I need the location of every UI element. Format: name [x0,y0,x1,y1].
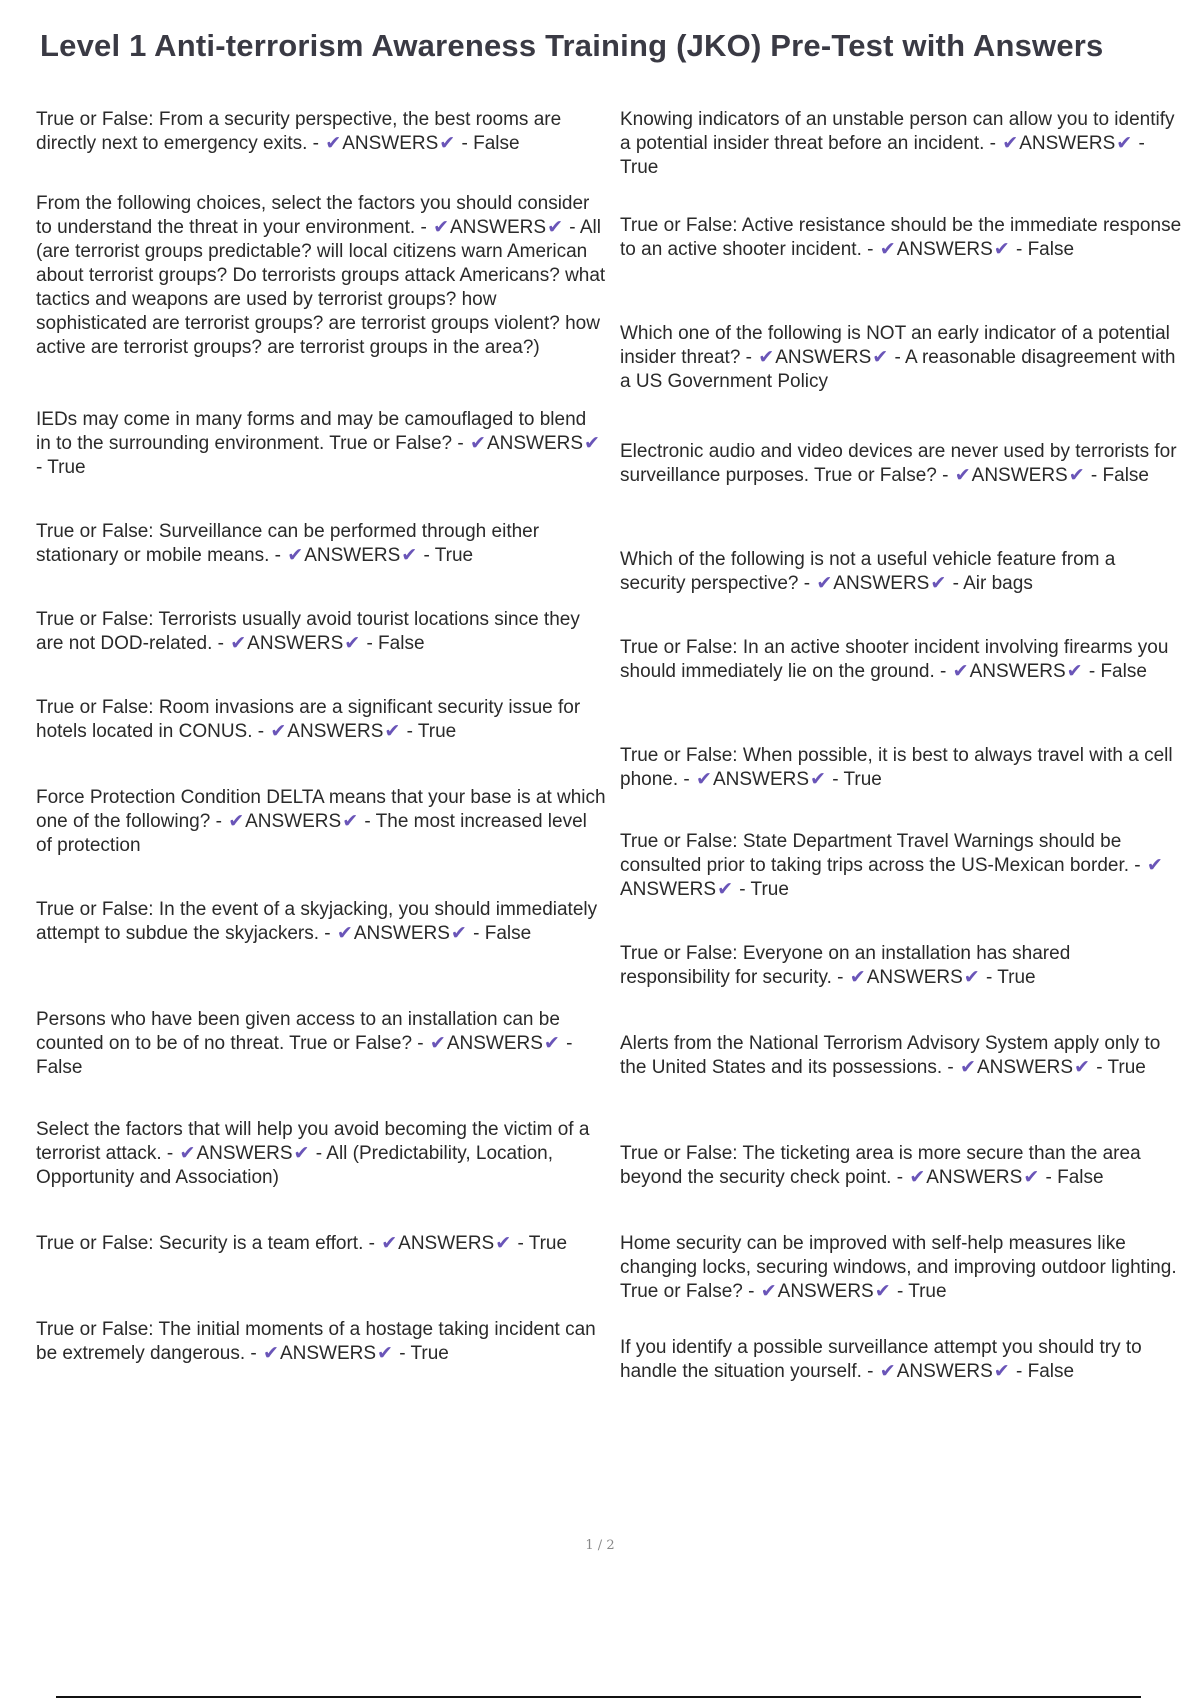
question-text: True or False: The ticketing area is more secure than the area beyond the security check point. - [620,1143,1141,1188]
check-icon: ✔ [470,433,486,454]
answers-label: ANSWERS [777,1281,874,1302]
answer-text: - False [1090,465,1149,486]
answer-text: - False [461,133,520,154]
answer-text: - False [1088,661,1147,682]
question-text: True or False: From a security perspective, the best rooms are directly next to emergency exits. - [36,109,562,154]
question-text: Select the factors that will help you avoid becoming the victim of a terrorist attack. - [36,1119,590,1164]
check-icon: ✔ [760,1281,777,1302]
check-icon: ✔ [1116,133,1133,154]
check-icon: ✔ [495,1233,512,1254]
qa-item [36,898,606,946]
check-icon: ✔ [930,573,947,594]
check-icon: ✔ [384,721,401,742]
question-text: Which of the following is not a useful vehicle feature from a security perspective? - [620,549,1116,594]
check-icon: ✔ [336,923,353,944]
check-icon: ✔ [543,1033,560,1054]
check-icon: ✔ [696,769,712,790]
question-text: IEDs may come in many forms and may be camouflaged to blend in to the surrounding environment. True or False? - [36,409,587,454]
question-text: Alerts from the National Terrorism Advisory System apply only to the United States and its possessions. - [620,1033,1161,1078]
answer-text: - True [832,769,882,790]
question-text: True or False: Terrorists usually avoid tourist locations since they are not DOD-related. - [36,609,580,654]
answers-label: ANSWERS [971,465,1068,486]
check-icon: ✔ [960,1057,976,1078]
qa-item [36,520,606,568]
check-icon: ✔ [954,465,971,486]
answer-text: - All (Predictability, Location, Opportunity and Association) [36,1143,553,1188]
check-icon: ✔ [909,1167,926,1188]
answer-text: - False [473,923,532,944]
answers-label: ANSWERS [969,661,1066,682]
qa-item [620,1142,1185,1190]
check-icon: ✔ [1074,1057,1090,1078]
check-icon: ✔ [1146,855,1163,876]
qa-item [36,1008,606,1080]
check-icon: ✔ [325,133,342,154]
qa-item [36,1318,606,1366]
answer-text: - True [36,457,86,478]
question-text: From the following choices, select the factors you should consider to understand the threat in your environment. - [36,193,590,238]
qa-item [620,1336,1185,1384]
check-icon: ✔ [810,769,826,790]
answer-text: - True [1096,1057,1146,1078]
question-text: Electronic audio and video devices are never used by terrorists for surveillance purposes. True or False? - [620,441,1177,486]
check-icon: ✔ [263,1343,279,1364]
check-icon: ✔ [401,545,418,566]
qa-item [620,1032,1185,1080]
check-icon: ✔ [874,1281,891,1302]
check-icon: ✔ [717,879,733,900]
check-icon: ✔ [1002,133,1019,154]
check-icon: ✔ [963,967,980,988]
qa-item [620,322,1185,394]
check-icon: ✔ [1066,661,1083,682]
question-text: True or False: State Department Travel Warnings should be consulted prior to taking trips across the US-Mexican border. - [620,831,1141,876]
qa-item [620,440,1185,488]
check-icon: ✔ [879,1361,896,1382]
qa-item [620,830,1185,902]
check-icon: ✔ [879,239,896,260]
qa-item [620,214,1185,262]
answers-label: ANSWERS [1019,133,1116,154]
answer-text: - True [399,1343,449,1364]
question-text: Force Protection Condition DELTA means that your base is at which one of the following? - [36,787,606,832]
qa-item [36,696,606,744]
qa-item [620,744,1185,792]
answers-label: ANSWERS [926,1167,1023,1188]
question-text: Knowing indicators of an unstable person can allow you to identify a potential insider threat before an incident. - [620,109,1175,154]
check-icon: ✔ [344,633,361,654]
answer-text: - True [406,721,457,742]
footer-divider [56,1696,1141,1698]
answers-label: ANSWERS [245,811,342,832]
check-icon: ✔ [547,217,563,238]
answers-label: ANSWERS [976,1057,1074,1078]
question-text: Home security can be improved with self-help measures like changing locks, securing windows, and improving outdoor lighting. True or False? - [620,1233,1177,1302]
question-text: True or False: Room invasions are a significant security issue for hotels located in CONUS. - [36,697,581,742]
answer-text: - Air bags [952,573,1033,594]
check-icon: ✔ [872,347,889,368]
answer-text: - All (are terrorist groups predictable? will local citizens warn American about terrorist groups? Do terrorists groups attack Americans? what tactics and weapons are used by terrorist groups? how sophisticated are terrorist groups? are terrorist groups violent? how active are terrorist groups? are terrorist groups in the area?) [36,217,606,358]
qa-item [36,786,606,858]
check-icon: ✔ [429,1033,446,1054]
check-icon: ✔ [287,545,304,566]
answers-label: ANSWERS [304,545,401,566]
check-icon: ✔ [1023,1167,1040,1188]
answers-label: ANSWERS [833,573,930,594]
qa-item [36,108,606,156]
question-text: True or False: Security is a team effort. - [36,1233,375,1254]
answers-label: ANSWERS [449,217,547,238]
question-text: True or False: In an active shooter incident involving firearms you should immediately lie on the ground. - [620,637,1169,682]
check-icon: ✔ [228,811,245,832]
answers-label: ANSWERS [353,923,450,944]
question-text: Persons who have been given access to an installation can be counted on to be of no threat. True or False? - [36,1009,560,1054]
check-icon: ✔ [270,721,287,742]
check-icon: ✔ [584,433,600,454]
document-title: Level 1 Anti-terrorism Awareness Training (JKO) Pre-Test with Answers [40,28,1104,63]
answer-text: - The most increased level of protection [36,811,587,856]
qa-item [620,548,1185,596]
qa-item [620,1232,1185,1304]
check-icon: ✔ [433,217,449,238]
question-text: True or False: Active resistance should be the immediate response to an active shooter incident. - [620,215,1182,260]
check-icon: ✔ [377,1343,393,1364]
answer-text: - True [896,1281,947,1302]
qa-item [36,1118,606,1190]
answers-label: ANSWERS [775,347,872,368]
qa-item [620,636,1185,684]
answer-text: - False [1015,239,1075,260]
qa-item [36,192,606,360]
question-text: True or False: The initial moments of a hostage taking incident can be extremely dangerous. - [36,1319,596,1364]
check-icon: ✔ [952,661,969,682]
question-text: True or False: Surveillance can be performed through either stationary or mobile means. - [36,521,540,566]
answer-text: - True [739,879,789,900]
answers-label: ANSWERS [342,133,439,154]
answer-text: - True [620,133,1145,178]
answers-label: ANSWERS [620,879,717,900]
check-icon: ✔ [849,967,866,988]
check-icon: ✔ [179,1143,196,1164]
question-text: True or False: Everyone on an installation has shared responsibility for security. - [620,943,1071,988]
answers-label: ANSWERS [486,433,584,454]
answer-text: - False [1015,1361,1075,1382]
qa-item [36,1232,606,1256]
answer-text: - True [423,545,474,566]
answers-label: ANSWERS [196,1143,293,1164]
qa-item [620,108,1185,180]
check-icon: ✔ [993,239,1010,260]
check-icon: ✔ [993,1361,1010,1382]
answer-text: - True [517,1233,568,1254]
check-icon: ✔ [450,923,467,944]
check-icon: ✔ [381,1233,398,1254]
answers-label: ANSWERS [712,769,810,790]
qa-item [36,408,606,480]
answer-text: - False [366,633,425,654]
check-icon: ✔ [293,1143,310,1164]
question-text: If you identify a possible surveillance attempt you should try to handle the situation yourself. - [620,1337,1142,1382]
check-icon: ✔ [342,811,359,832]
answers-label: ANSWERS [398,1233,495,1254]
answers-label: ANSWERS [287,721,384,742]
answer-text: - True [985,967,1036,988]
check-icon: ✔ [439,133,456,154]
question-text: True or False: When possible, it is best to always travel with a cell phone. - [620,745,1173,790]
check-icon: ✔ [1068,465,1085,486]
answers-label: ANSWERS [279,1343,377,1364]
answers-label: ANSWERS [896,1361,993,1382]
qa-item [620,942,1185,990]
question-text: Which one of the following is NOT an early indicator of a potential insider threat? - [620,323,1170,368]
check-icon: ✔ [758,347,775,368]
answers-label: ANSWERS [866,967,963,988]
qa-item [36,608,606,656]
answer-text: - A reasonable disagreement with a US Government Policy [620,347,1176,392]
page-number: 1 / 2 [585,1538,615,1553]
answer-text: - False [1045,1167,1104,1188]
answer-text: - False [36,1033,573,1078]
answers-label: ANSWERS [247,633,344,654]
check-icon: ✔ [230,633,247,654]
answers-label: ANSWERS [446,1033,543,1054]
question-text: True or False: In the event of a skyjacking, you should immediately attempt to subdue the skyjackers. - [36,899,598,944]
check-icon: ✔ [816,573,833,594]
answers-label: ANSWERS [896,239,993,260]
